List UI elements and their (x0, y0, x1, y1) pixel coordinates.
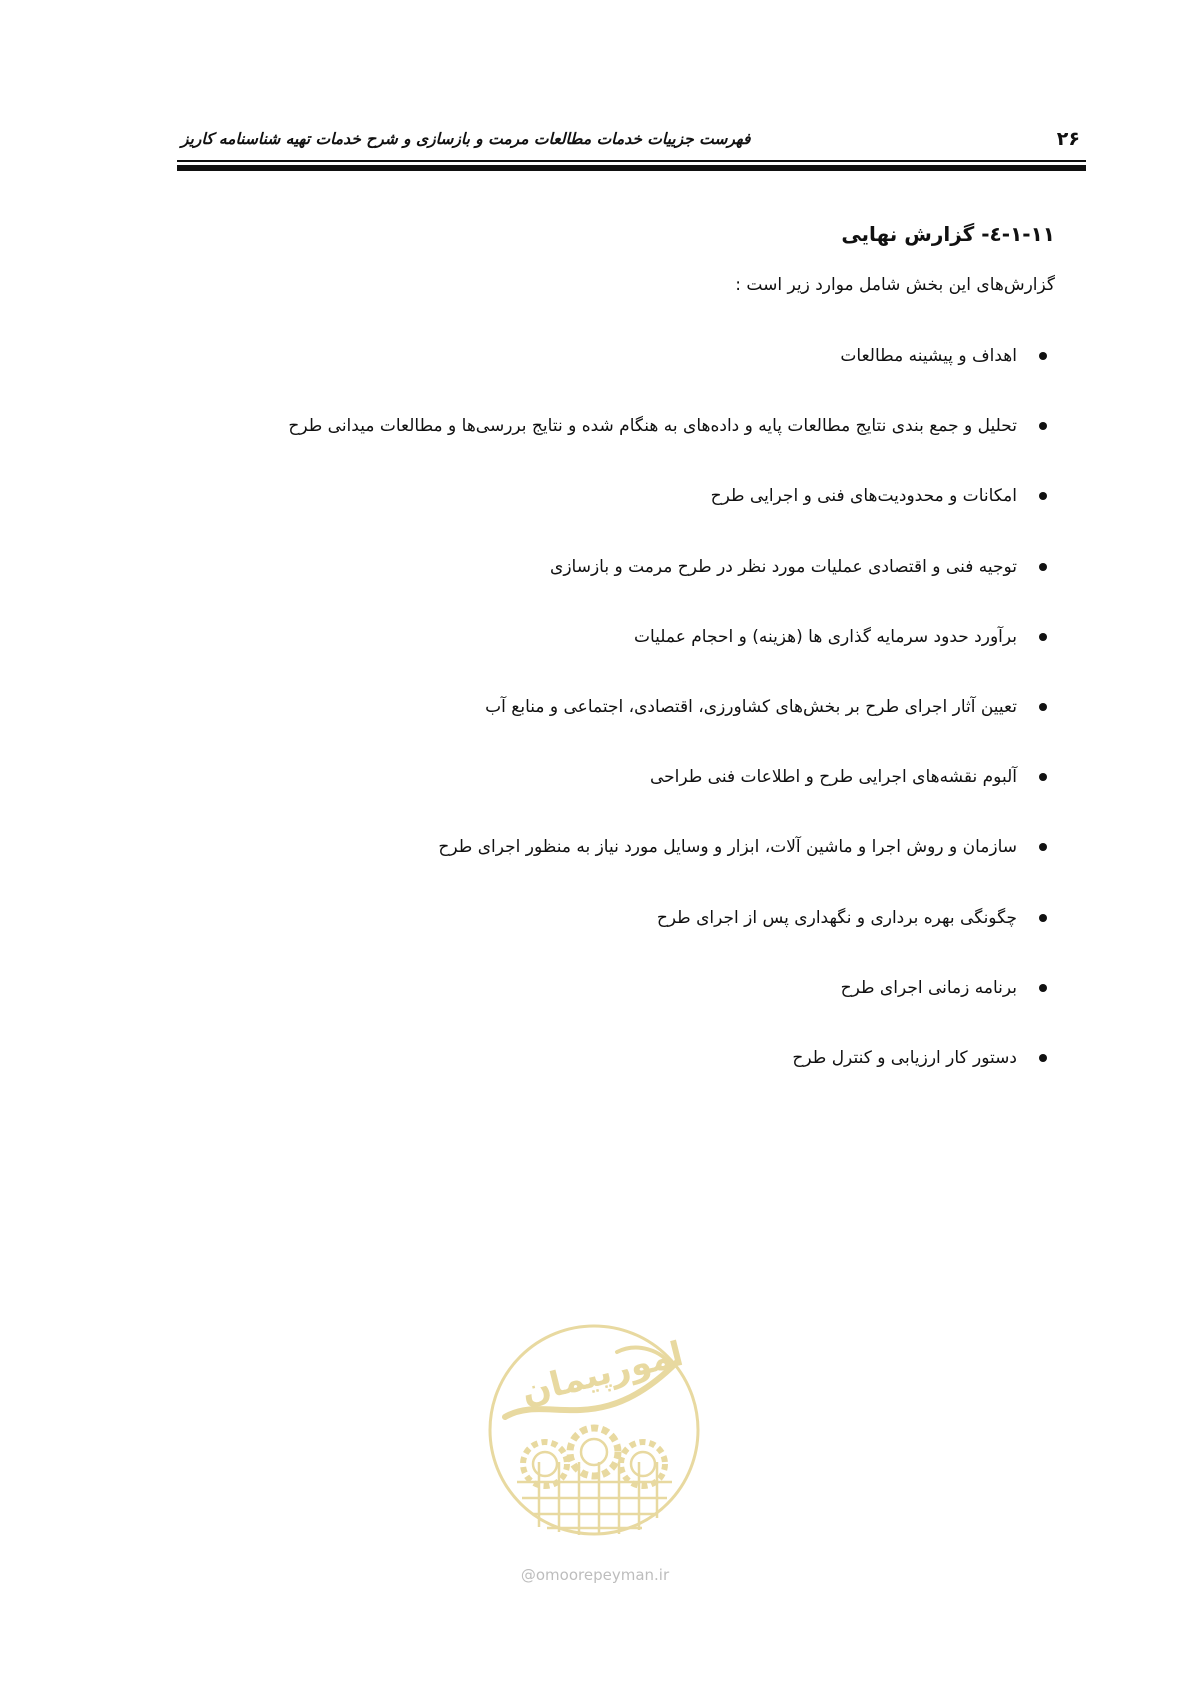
header-rule-thin (177, 160, 1086, 162)
bullet-icon (1039, 492, 1047, 500)
list-item (155, 619, 1055, 689)
list-item-text: امکانات و محدودیت‌های فنی و اجرایی طرح (710, 486, 1017, 507)
bullet-icon (1039, 914, 1047, 922)
list-item (155, 900, 1055, 970)
list-item-text: برنامه زمانی اجرای طرح (840, 977, 1017, 998)
bullet-icon (1039, 703, 1047, 711)
bullet-icon (1039, 984, 1047, 992)
bullet-icon (1039, 843, 1047, 851)
header-rule-thick (177, 165, 1086, 171)
bullet-icon (1039, 563, 1047, 571)
bullet-icon (1039, 422, 1047, 430)
bullet-icon (1039, 773, 1047, 781)
list-item-text: سازمان و روش اجرا و ماشین آلات، ابزار و وسایل مورد نیاز به منظور اجرای طرح (438, 837, 1017, 858)
watermark-logo-text: امورپیمان (517, 1333, 688, 1413)
bullet-icon (1039, 633, 1047, 641)
list-item-text: تعیین آثار اجرای طرح بر بخش‌های کشاورزی، اقتصادی، اجتماعی و منابع آب (485, 696, 1017, 717)
list-item (155, 1040, 1055, 1110)
list-item-text: آلبوم نقشه‌های اجرایی طرح و اطلاعات فنی طراحی (649, 767, 1017, 788)
bullet-icon (1039, 352, 1047, 360)
list-item-text: دستور کار ارزیابی و کنترل طرح (792, 1047, 1017, 1068)
list-item (155, 759, 1055, 829)
section (155, 218, 1055, 298)
section-intro: گزارش‌های این بخش شامل موارد زیر است : (735, 275, 1055, 295)
list-item (155, 970, 1055, 1040)
list-item-text: چگونگی بهره برداری و نگهداری پس از اجرای طرح (656, 907, 1017, 928)
page-header (177, 124, 1086, 156)
list-item (155, 689, 1055, 759)
list-item (155, 338, 1055, 408)
list-item-text: برآورد حدود سرمایه گذاری ها (هزینه) و احجام عملیات (633, 626, 1017, 647)
list-item-text: توجیه فنی و اقتصادی عملیات مورد نظر در طرح مرمت و بازسازی (550, 556, 1017, 577)
watermark-url: @omoorepeyman.ir (520, 1566, 670, 1584)
list-item (155, 549, 1055, 619)
list-item-text: تحلیل و جمع بندی نتایج مطالعات پایه و داده‌های به هنگام شده و نتایج بررسی‌ها و مطالعات میدانی طرح (288, 416, 1017, 437)
running-title: فهرست جزییات خدمات مطالعات مرمت و بازسازی و شرح خدمات تهیه شناسنامه کاریز (181, 130, 751, 148)
watermark-url-text: omoorepeyman.ir (535, 1566, 670, 1584)
section-heading: ۱-۱۱-٤- گزارش نهایی (841, 222, 1055, 246)
list-item (155, 478, 1055, 548)
list-item-text: اهداف و پیشینه مطالعات (840, 346, 1017, 366)
report-items-list (155, 338, 1055, 1110)
page-number: ۲۶ (1056, 128, 1080, 150)
list-item (155, 829, 1055, 899)
list-item (155, 408, 1055, 478)
bullet-icon (1039, 1054, 1047, 1062)
watermark-seal-logo (487, 1322, 702, 1562)
